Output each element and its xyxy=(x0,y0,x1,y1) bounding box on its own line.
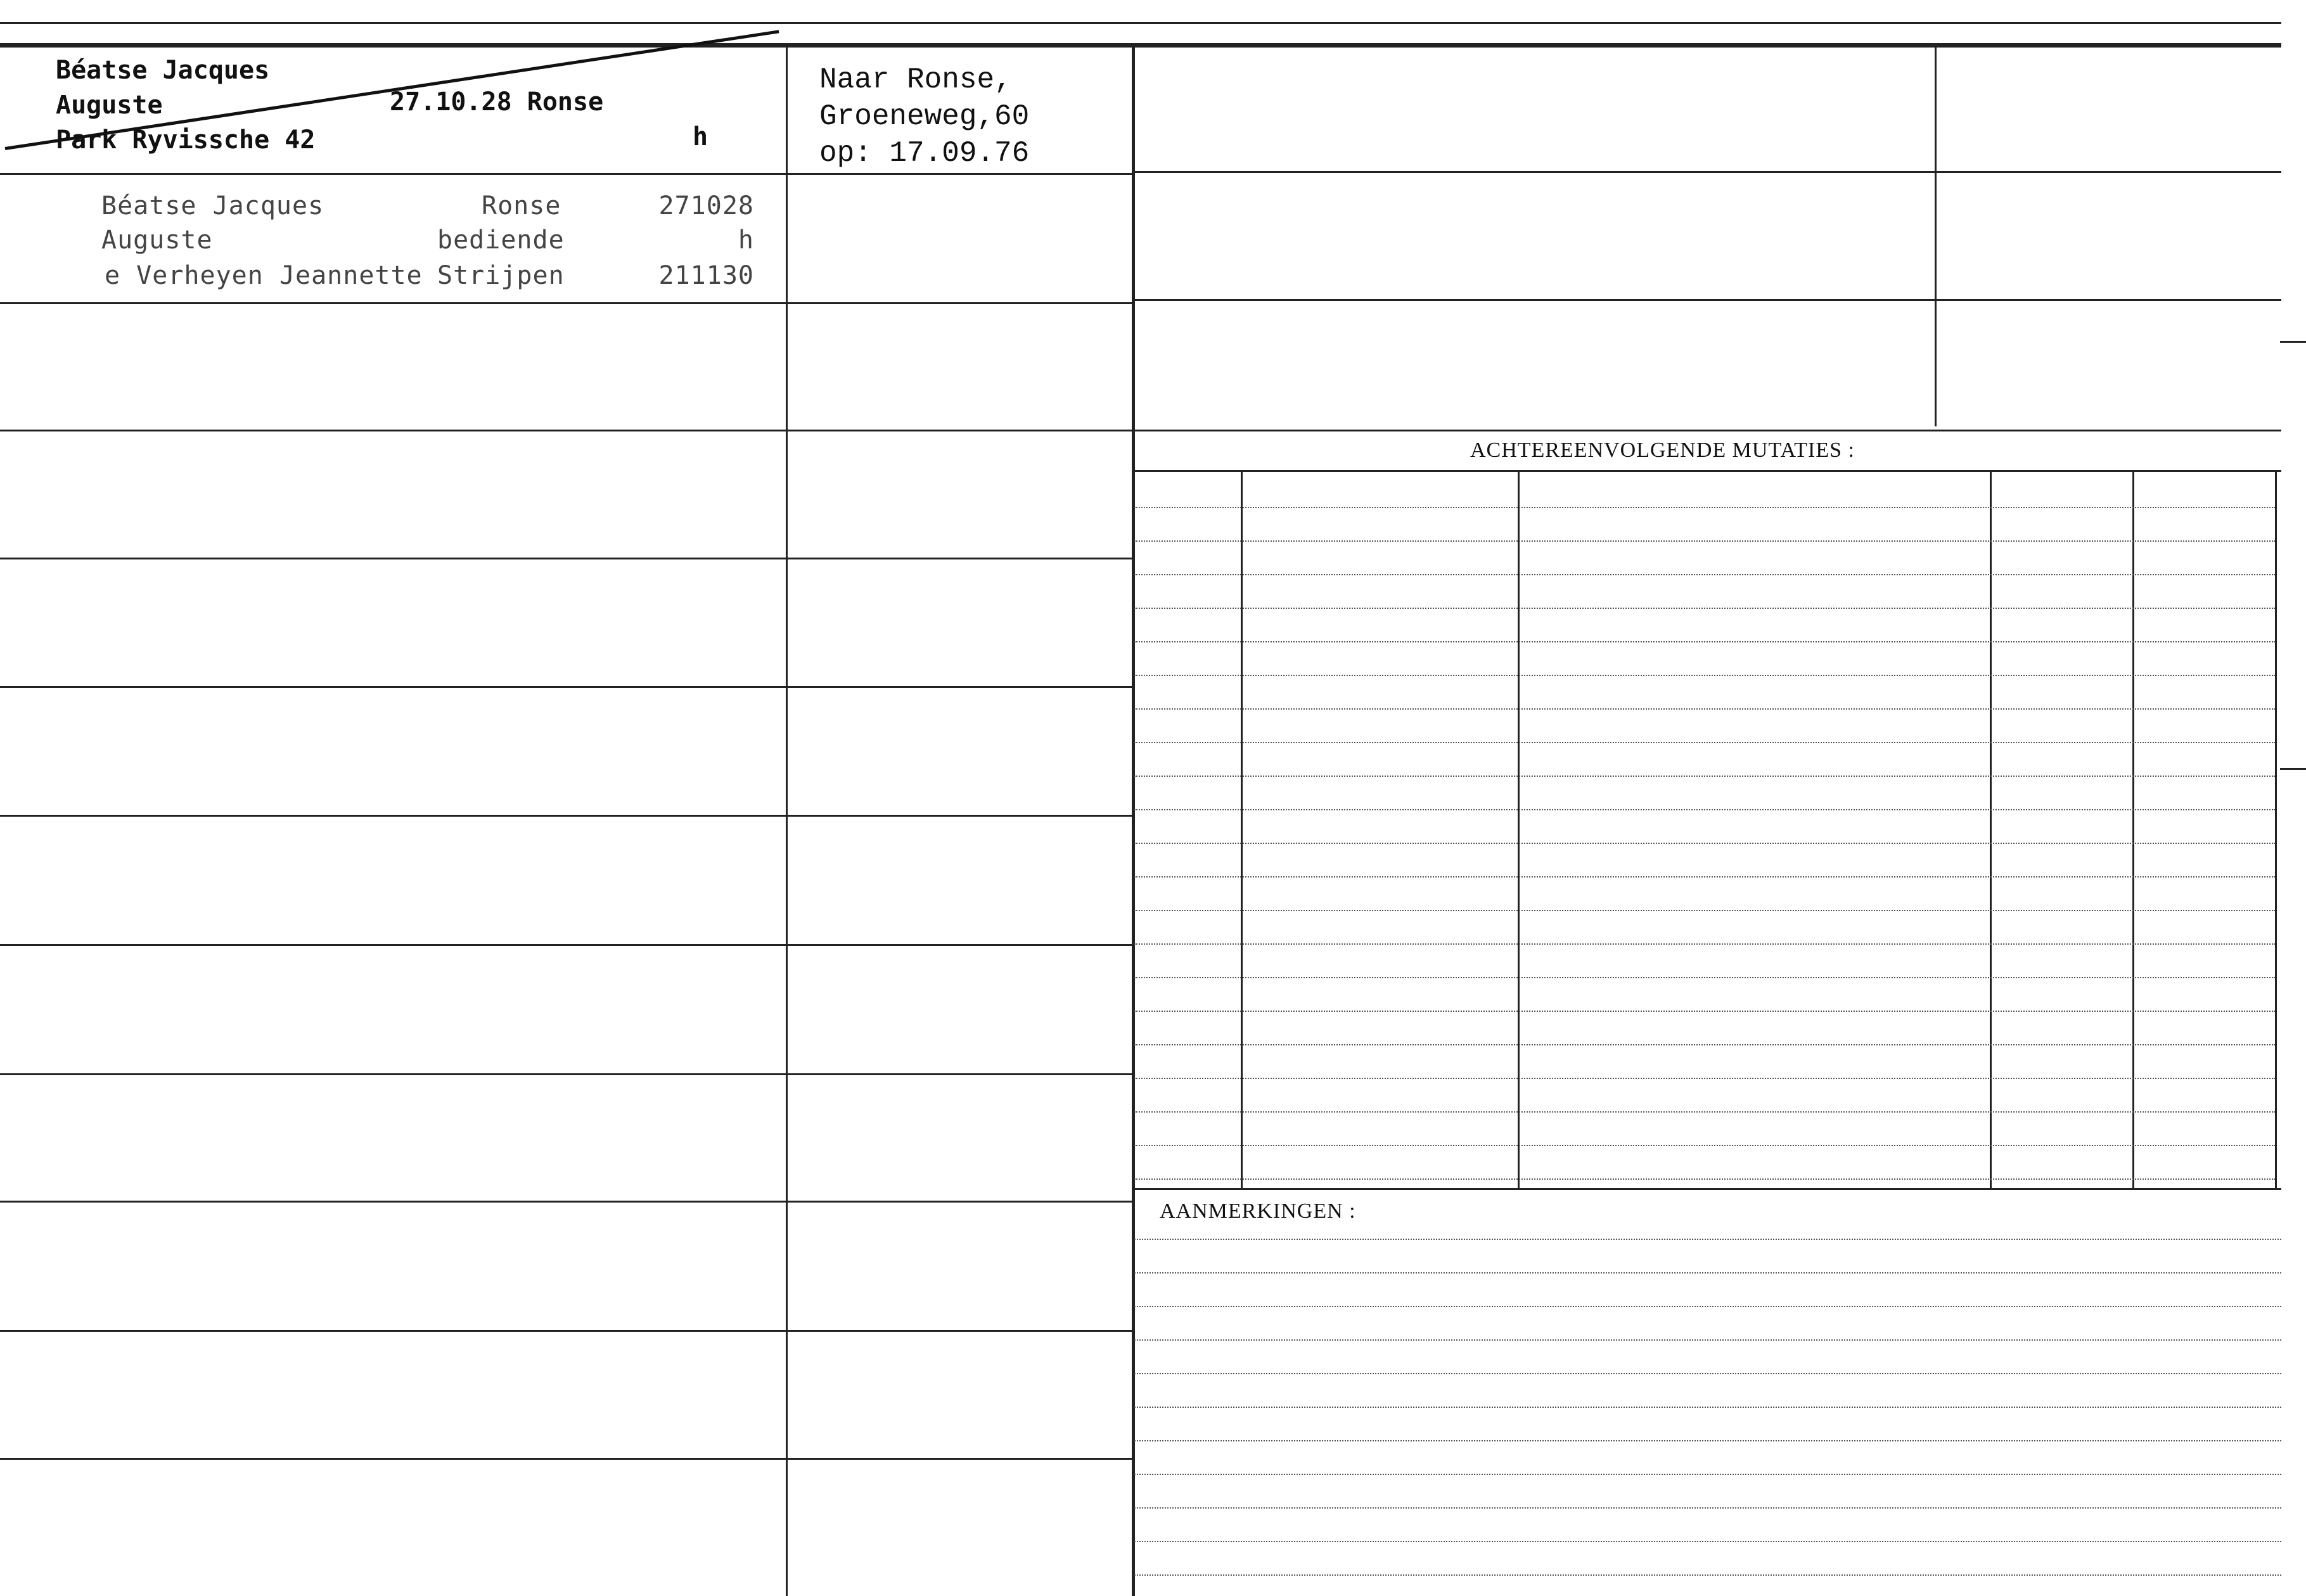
mutation-ruled-line xyxy=(1134,1078,2275,1079)
moved-to-date: op: 17.09.76 xyxy=(819,137,1030,170)
mutations-col-1 xyxy=(1241,470,1243,1188)
mutation-ruled-line xyxy=(1134,1011,2275,1012)
mutation-ruled-line xyxy=(1134,540,2275,542)
moved-to-city: Naar Ronse, xyxy=(819,63,1012,96)
first-entry-first-name: Auguste xyxy=(56,91,163,120)
first-entry-birth: 27.10.28 Ronse xyxy=(390,87,604,117)
upper-right-rule-2 xyxy=(1132,299,2281,301)
upper-right-rule-1 xyxy=(1132,171,2281,173)
column-divider-left xyxy=(786,43,788,1596)
mutation-ruled-line xyxy=(1134,843,2275,844)
mutations-col-2 xyxy=(1518,470,1520,1188)
typed-name: Béatse Jacques xyxy=(101,191,324,220)
remark-ruled-line xyxy=(1134,1440,2281,1441)
mutation-ruled-line xyxy=(1134,776,2275,777)
typed-spouse-place: Strijpen xyxy=(437,261,565,290)
mutations-bottom-rule xyxy=(1132,1188,2281,1190)
mutations-col-4 xyxy=(2132,470,2134,1188)
first-entry-name: Béatse Jacques xyxy=(56,56,270,85)
remark-ruled-line xyxy=(1134,1306,2281,1307)
column-divider-upper-right xyxy=(1935,43,1937,426)
mutation-ruled-line xyxy=(1134,809,2275,810)
mutation-ruled-line xyxy=(1134,608,2275,609)
remark-ruled-line xyxy=(1134,1541,2281,1542)
typed-birthdate: 271028 xyxy=(658,191,754,220)
mutation-ruled-line xyxy=(1134,1178,2275,1180)
remark-ruled-line xyxy=(1134,1373,2281,1374)
mutation-ruled-line xyxy=(1134,1111,2275,1113)
top-edge-line xyxy=(0,22,2281,24)
moved-to-street: Groeneweg,60 xyxy=(819,100,1030,133)
column-divider-middle xyxy=(1132,43,1135,1596)
remarks-heading: AANMERKINGEN : xyxy=(1160,1199,1356,1223)
remark-ruled-line xyxy=(1134,1272,2281,1274)
mutation-ruled-line xyxy=(1134,708,2275,710)
mutation-ruled-line xyxy=(1134,641,2275,642)
mutations-top-rule xyxy=(1132,470,2281,472)
mutation-ruled-line xyxy=(1134,742,2275,743)
mutation-ruled-line xyxy=(1134,507,2275,508)
edge-tick-top xyxy=(2280,341,2306,343)
upper-right-rule-3 xyxy=(1132,430,2281,431)
mutation-ruled-line xyxy=(1134,1145,2275,1146)
mutation-ruled-line xyxy=(1134,977,2275,978)
header-rule xyxy=(0,43,2281,48)
mutation-ruled-line xyxy=(1134,910,2275,911)
remark-ruled-line xyxy=(1134,1407,2281,1408)
mutation-ruled-line xyxy=(1134,574,2275,575)
typed-birthplace: Ronse xyxy=(482,191,561,220)
mutation-ruled-line xyxy=(1134,675,2275,676)
typed-occupation: bediende xyxy=(437,226,565,255)
mutations-heading: ACHTEREENVOLGENDE MUTATIES : xyxy=(1470,438,1855,462)
typed-spouse-date: 211130 xyxy=(658,261,754,290)
remark-ruled-line xyxy=(1134,1474,2281,1475)
edge-tick-bottom xyxy=(2280,768,2306,770)
mutations-right-edge xyxy=(2275,470,2277,1188)
typed-code: h xyxy=(738,226,754,255)
first-entry-street: Park Ryvissche 42 xyxy=(56,125,316,155)
remark-ruled-line xyxy=(1134,1339,2281,1341)
mutation-ruled-line xyxy=(1134,943,2275,945)
typed-spouse: e Verheyen Jeannette xyxy=(105,261,423,290)
first-entry-code: h xyxy=(693,122,708,151)
remark-ruled-line xyxy=(1134,1239,2281,1240)
typed-first-name: Auguste xyxy=(101,226,213,255)
mutation-ruled-line xyxy=(1134,876,2275,878)
mutation-ruled-line xyxy=(1134,1044,2275,1045)
remark-ruled-line xyxy=(1134,1574,2281,1576)
mutations-col-3 xyxy=(1990,470,1992,1188)
remark-ruled-line xyxy=(1134,1507,2281,1509)
